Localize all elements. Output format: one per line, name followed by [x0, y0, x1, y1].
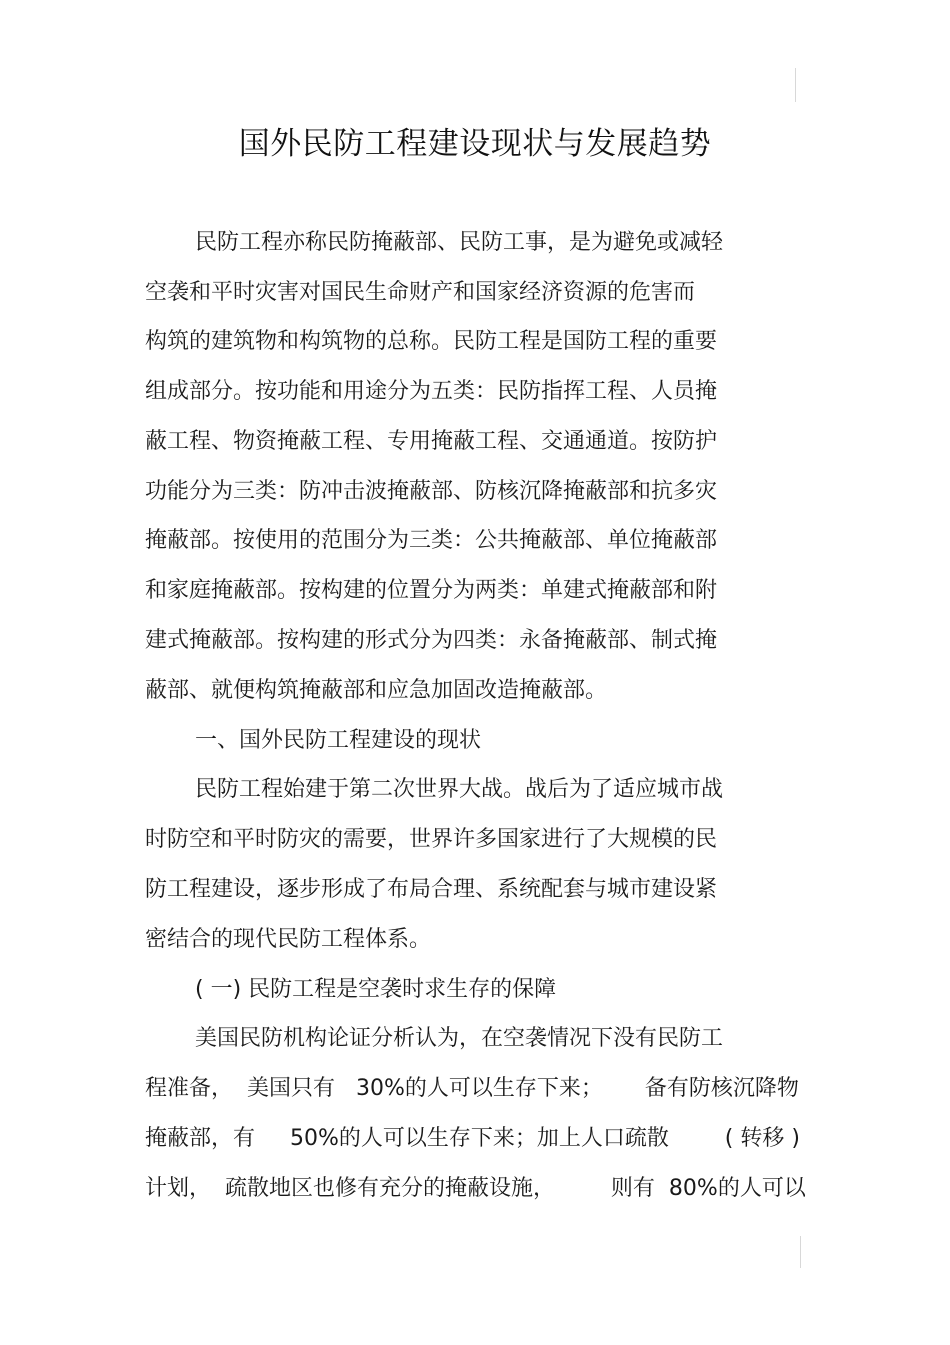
paragraph-line: 和家庭掩蔽部。按构建的位置分为两类：单建式掩蔽部和附 [145, 578, 718, 603]
section-heading: 一、国外民防工程建设的现状 [195, 728, 482, 753]
subsection-heading: ( 一) 民防工程是空袭时求生存的保障 [195, 977, 557, 1002]
paragraph-line: 美国民防机构论证分析认为，在空袭情况下没有民防工 [195, 1026, 724, 1051]
paragraph-line: 掩蔽部，有 50%的人可以生存下来；加上人口疏散 ( 转移 ) [145, 1126, 800, 1151]
page-edge-mark-bottom [800, 1236, 801, 1268]
paragraph-line: 构筑的建筑物和构筑物的总称。民防工程是国防工程的重要 [145, 329, 718, 354]
page-edge-mark-top [795, 68, 796, 102]
paragraph-line: 计划， 疏散地区也修有充分的掩蔽设施， 则有 80%的人可以 [145, 1176, 806, 1201]
paragraph-line: 时防空和平时防灾的需要，世界许多国家进行了大规模的民 [145, 827, 718, 852]
paragraph-line: 防工程建设，逐步形成了布局合理、系统配套与城市建设紧 [145, 877, 718, 902]
paragraph-line: 民防工程亦称民防掩蔽部、民防工事，是为避免或减轻 [195, 230, 724, 255]
paragraph-line: 掩蔽部。按使用的范围分为三类：公共掩蔽部、单位掩蔽部 [145, 528, 718, 553]
paragraph-line: 组成部分。按功能和用途分为五类：民防指挥工程、人员掩 [145, 379, 718, 404]
paragraph-line: 建式掩蔽部。按构建的形式分为四类：永备掩蔽部、制式掩 [145, 628, 718, 653]
paragraph-line: 程准备， 美国只有 30%的人可以生存下来； 备有防核沉降物 [145, 1076, 799, 1101]
paragraph-line: 空袭和平时灾害对国民生命财产和国家经济资源的危害而 [145, 280, 696, 305]
paragraph-line: 功能分为三类：防冲击波掩蔽部、防核沉降掩蔽部和抗多灾 [145, 479, 718, 504]
paragraph-line: 民防工程始建于第二次世界大战。战后为了适应城市战 [195, 777, 724, 802]
paragraph-line: 蔽工程、物资掩蔽工程、专用掩蔽工程、交通通道。按防护 [145, 429, 718, 454]
document-title: 国外民防工程建设现状与发展趋势 [238, 126, 712, 162]
paragraph-line: 蔽部、就便构筑掩蔽部和应急加固改造掩蔽部。 [145, 678, 608, 703]
paragraph-line: 密结合的现代民防工程体系。 [145, 927, 432, 952]
